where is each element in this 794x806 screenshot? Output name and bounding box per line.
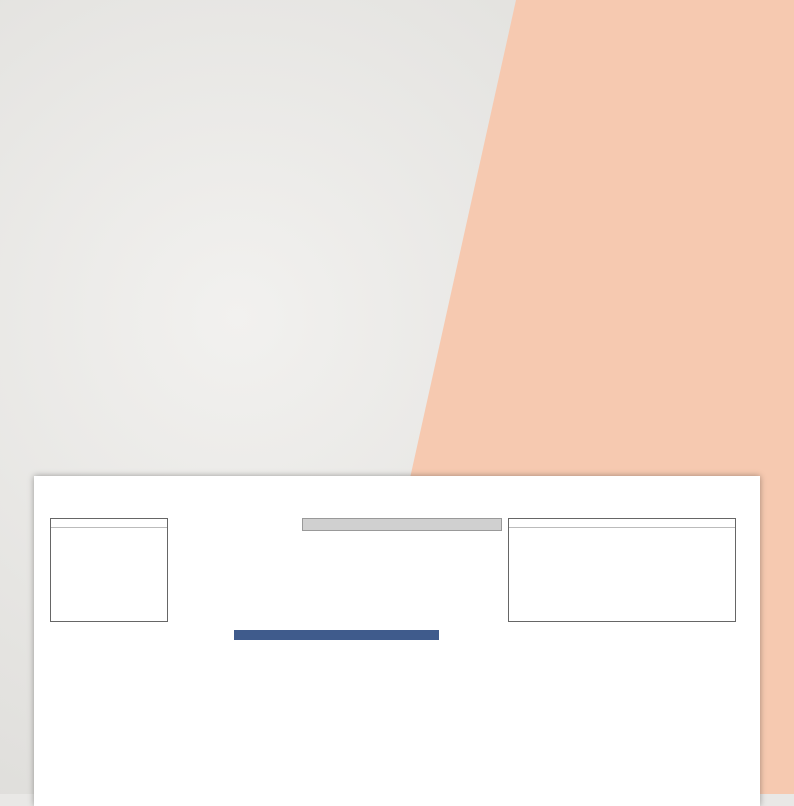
summary-group-header — [303, 519, 502, 531]
pie-chart-title — [51, 519, 167, 528]
summary-table — [302, 518, 502, 531]
progress-chart-title — [509, 519, 735, 528]
task-responsibility-header — [234, 630, 439, 640]
pie-chart-panel — [50, 518, 168, 622]
pie-chart — [51, 529, 167, 621]
spreadsheet-preview — [34, 476, 760, 806]
progress-chart — [509, 529, 735, 621]
progress-chart-panel — [508, 518, 736, 622]
